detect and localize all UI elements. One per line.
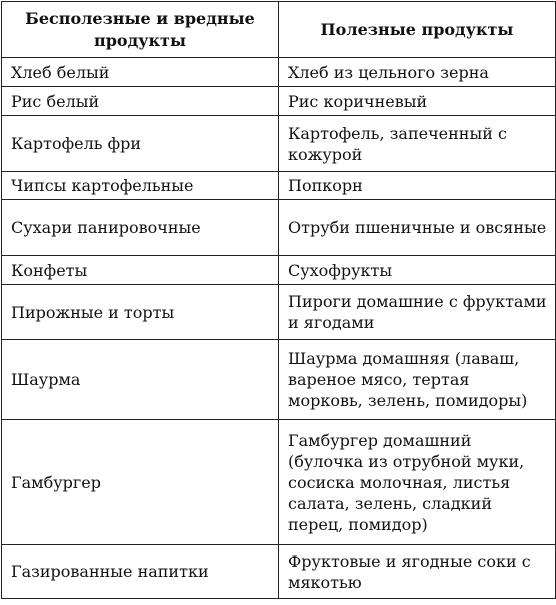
header-healthy-products: Полезные продукты [279,2,556,58]
table-row [2,420,556,545]
table-row [2,87,556,116]
harmful-product-cell: Газированные напитки [2,545,279,599]
healthy-product-cell: Фруктовые и ягодные соки с мякотью [279,545,556,599]
table-row [2,256,556,285]
healthy-product-cell: Шаурма домашняя (лаваш, вареное мясо, тертая морковь, зелень, помидоры) [279,340,556,420]
table-header-row [2,2,556,58]
table-row [2,172,556,200]
healthy-product-cell: Пироги домашние с фруктами и ягодами [279,285,556,340]
healthy-product-cell: Сухофрукты [279,256,556,285]
healthy-product-cell: Картофель, запеченный с кожурой [279,116,556,172]
table-row [2,340,556,420]
table-row [2,545,556,599]
table-row [2,58,556,87]
harmful-product-cell: Картофель фри [2,116,279,172]
table-row [2,285,556,340]
healthy-product-cell: Попкорн [279,172,556,200]
harmful-product-cell: Сухари панировочные [2,200,279,256]
harmful-product-cell: Рис белый [2,87,279,116]
healthy-product-cell: Хлеб из цельного зерна [279,58,556,87]
healthy-product-cell: Гамбургер домашний (булочка из отрубной муки, сосиска молочная, листья салата, зелень, сладкий перец, помидор) [279,420,556,545]
harmful-product-cell: Хлеб белый [2,58,279,87]
food-comparison-table [1,1,556,599]
table-row [2,116,556,172]
harmful-product-cell: Шаурма [2,340,279,420]
healthy-product-cell: Рис коричневый [279,87,556,116]
harmful-product-cell: Чипсы картофельные [2,172,279,200]
harmful-product-cell: Пирожные и торты [2,285,279,340]
table-row [2,200,556,256]
header-harmful-products: Бесполезные и вредные продукты [2,2,279,58]
healthy-product-cell: Отруби пшеничные и овсяные [279,200,556,256]
harmful-product-cell: Гамбургер [2,420,279,545]
harmful-product-cell: Конфеты [2,256,279,285]
